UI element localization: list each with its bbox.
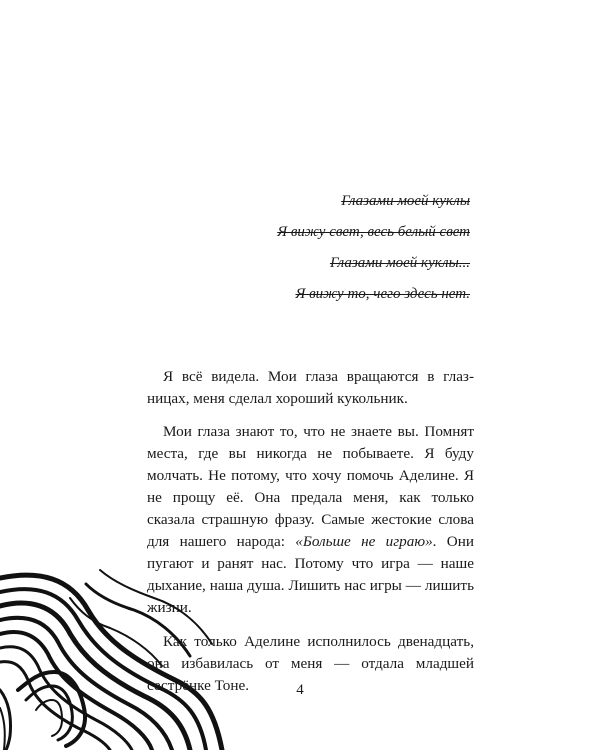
paragraph-1-text-b: ницах, меня сделал хороший кукольник. xyxy=(147,390,408,407)
epigraph-line-3: Глазами моей куклы... xyxy=(329,255,470,271)
epigraph xyxy=(277,186,470,310)
paragraph-2-quote: «Больше не играю» xyxy=(295,533,433,550)
paragraph-2-text-b: . Они пугают и ранят нас. Потому что игра — наше дыхание, наша душа. Лишить нас игры — лишить жизни. xyxy=(147,533,474,616)
paragraph-1 xyxy=(147,366,474,410)
epigraph-line-2: Я вижу свет, весь белый свет xyxy=(277,224,470,240)
paragraph-1-text-a: Я всё видела. Мои глаза вращаются в глаз xyxy=(163,368,474,385)
paragraph-2-text-a: Мои глаза знают то, что не знаете вы. Помнят места, где вы никогда не побываете. Я буду молчать. Не потому, что хочу помочь Аделине. Я не прощу её. Она предала меня, как только сказала страшную фразу. Самые жестокие слова для нашего народа: xyxy=(147,423,474,550)
paragraph-3: Как только Аделине исполнилось двенадцать, она избавилась от меня — отдала младшей сестрёнке Тоне. xyxy=(147,633,474,694)
epigraph-line-4: Я вижу то, чего здесь нет. xyxy=(295,286,470,302)
body-text xyxy=(147,366,474,709)
epigraph-line-1: Глазами моей куклы xyxy=(341,193,470,209)
paragraph-2 xyxy=(147,421,474,619)
page-number: 4 xyxy=(296,682,304,698)
